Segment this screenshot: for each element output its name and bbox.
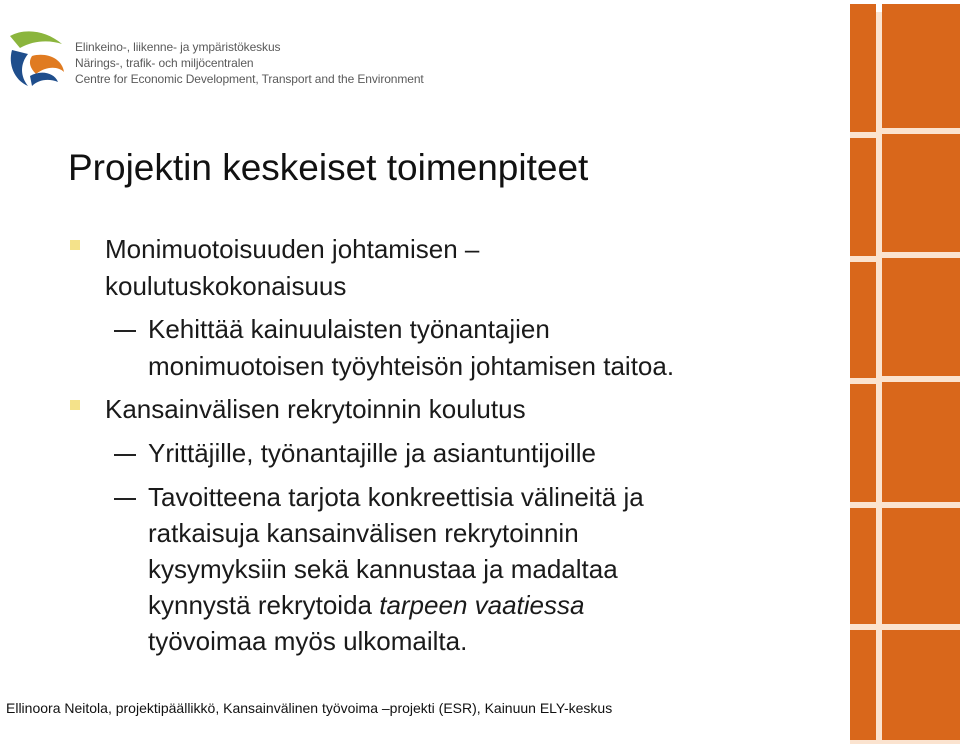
dash-icon	[114, 454, 136, 456]
dash-icon	[114, 330, 136, 332]
sub-bullet-2-2-line-1: Tavoitteena tarjota konkreettisia välineitä ja	[148, 482, 644, 512]
sub-bullet-1-1-line-1: Kehittää kainuulaisten työnantajien	[148, 314, 550, 344]
bullet-1-line-2: koulutuskokonaisuus	[105, 271, 347, 301]
org-line-sv: Närings-, trafik- och miljöcentralen	[75, 56, 254, 70]
organization-name	[75, 39, 424, 87]
sub-bullet-1-1-line-2: monimuotoisen työyhteisön johtamisen taitoa.	[148, 351, 675, 381]
dash-icon	[114, 498, 136, 500]
bullet-2-line-1: Kansainvälisen rekrytoinnin koulutus	[105, 394, 526, 424]
slide-title: Projektin keskeiset toimenpiteet	[68, 147, 589, 188]
line-4-plain-text: kynnystä rekrytoida	[148, 590, 380, 620]
decorative-stripes	[842, 0, 960, 744]
sub-bullet-2-2-line-4	[148, 587, 584, 624]
line-4-italic-text: tarpeen vaatiessa	[379, 590, 585, 620]
bullet-square-icon	[70, 240, 80, 250]
ely-logo-icon	[6, 26, 66, 88]
footer-text: Ellinoora Neitola, projektipäällikkö, Kansainvälinen työvoima –projekti (ESR), Kainuun ELY-keskus	[6, 700, 613, 716]
bullet-square-icon	[70, 400, 80, 410]
sub-bullet-2-1: Yrittäjille, työnantajille ja asiantuntijoille	[148, 438, 597, 468]
sub-bullet-2-2-line-2: ratkaisuja kansainvälisen rekrytoinnin	[148, 518, 579, 548]
sub-bullet-2-2-line-3: kysymyksiin sekä kannustaa ja madaltaa	[148, 554, 618, 584]
bullet-1-line-1: Monimuotoisuuden johtamisen –	[105, 234, 480, 264]
org-line-fi: Elinkeino-, liikenne- ja ympäristökeskus	[75, 40, 281, 54]
sub-bullet-2-2-line-5: työvoimaa myös ulkomailta.	[148, 626, 468, 656]
org-line-en: Centre for Economic Development, Transport and the Environment	[75, 72, 424, 86]
